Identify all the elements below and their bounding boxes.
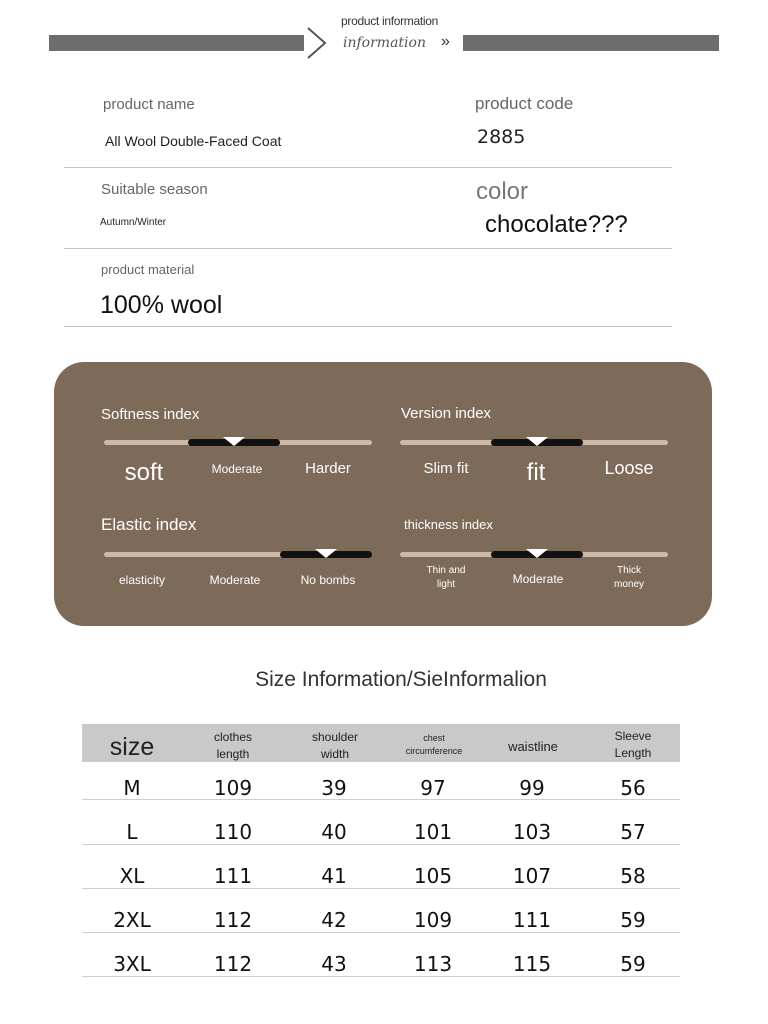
table-cell: 97 [420,776,446,800]
softness-option-soft: soft [124,459,164,486]
table-cell: 111 [213,864,253,888]
season-value: Autumn/Winter [100,217,167,228]
table-cell-size: XL [119,864,145,888]
product-name-label: product name [103,96,195,113]
divider-1 [64,167,672,168]
table-cell: 40 [321,820,347,844]
version-option-loose: Loose [604,458,654,478]
table-cell-size: L [126,820,138,844]
table-cell: 59 [620,952,646,976]
header-clothes-length: clothes length [213,730,253,761]
table-cell: 58 [620,864,646,888]
elastic-index-title: Elastic index [101,515,197,534]
header-top-text: product information [341,14,439,28]
header-sleeve-length: Sleeve Length [614,729,652,760]
header-bar-right [463,35,719,51]
table-cell: 107 [512,864,552,888]
table-cell-size: 2XL [113,908,151,932]
divider-2 [64,248,672,249]
table-cell: 112 [213,952,253,976]
softness-index-title: Softness index [101,406,200,423]
elastic-option-elasticity: elasticity [118,573,165,587]
table-cell: 112 [213,908,253,932]
table-cell: 42 [321,908,347,932]
version-marker [526,437,548,446]
color-value: chocolate??? [485,211,628,238]
table-cell: 109 [413,908,453,932]
table-cell: 101 [413,820,453,844]
divider-3 [64,326,672,327]
elastic-marker [315,549,337,558]
table-cell: 99 [519,776,545,800]
table-cell: 109 [213,776,253,800]
header-waistline: waistline [508,739,558,754]
table-cell: 41 [321,864,347,888]
table-cell: 113 [413,952,453,976]
thickness-option-thick-money: Thick money [613,565,644,590]
table-cell: 59 [620,908,646,932]
table-cell: 103 [512,820,552,844]
double-chevron-icon: » [441,33,450,50]
thickness-index-title: thickness index [404,517,493,532]
softness-option-harder: Harder [305,460,351,477]
table-cell: 110 [213,820,253,844]
table-cell: 115 [512,952,552,976]
header-bar-left [49,35,304,51]
header-chest-circumference: chest circumference [405,733,463,756]
thickness-marker [526,549,548,558]
material-label: product material [101,262,195,277]
version-option-slim-fit: Slim fit [423,460,469,477]
softness-marker [223,437,245,446]
size-table-title: Size Information/SieInformalion [255,668,547,691]
softness-option-moderate: Moderate [211,462,263,476]
elastic-option-no-bombs: No bombs [300,573,356,587]
header-size: size [109,733,155,761]
season-label: Suitable season [101,181,208,198]
table-row-divider [82,976,680,977]
table-cell: 105 [413,864,453,888]
table-cell-size: 3XL [113,952,151,976]
table-row-divider [82,888,680,889]
material-value: 100% wool [100,291,223,319]
thickness-option-thin-light: Thin and light [426,565,466,590]
product-code-value: 2885 [477,126,526,148]
table-cell: 43 [321,952,347,976]
version-option-fit: fit [526,459,546,486]
product-code-label: product code [475,94,574,113]
color-label: color [476,178,529,205]
chevron-right-icon [306,26,328,60]
header-script-text: information [343,35,426,51]
header-shoulder-width: shoulder width [311,730,359,761]
elastic-option-moderate: Moderate [209,573,261,587]
table-cell-size: M [123,776,141,800]
thickness-option-moderate: Moderate [512,572,564,586]
table-cell: 56 [620,776,646,800]
product-name-value: All Wool Double-Faced Coat [105,133,282,149]
table-cell: 57 [620,820,646,844]
version-index-title: Version index [401,405,492,422]
table-row-divider [82,844,680,845]
table-row-divider [82,932,680,933]
table-cell: 111 [512,908,552,932]
table-cell: 39 [321,776,347,800]
